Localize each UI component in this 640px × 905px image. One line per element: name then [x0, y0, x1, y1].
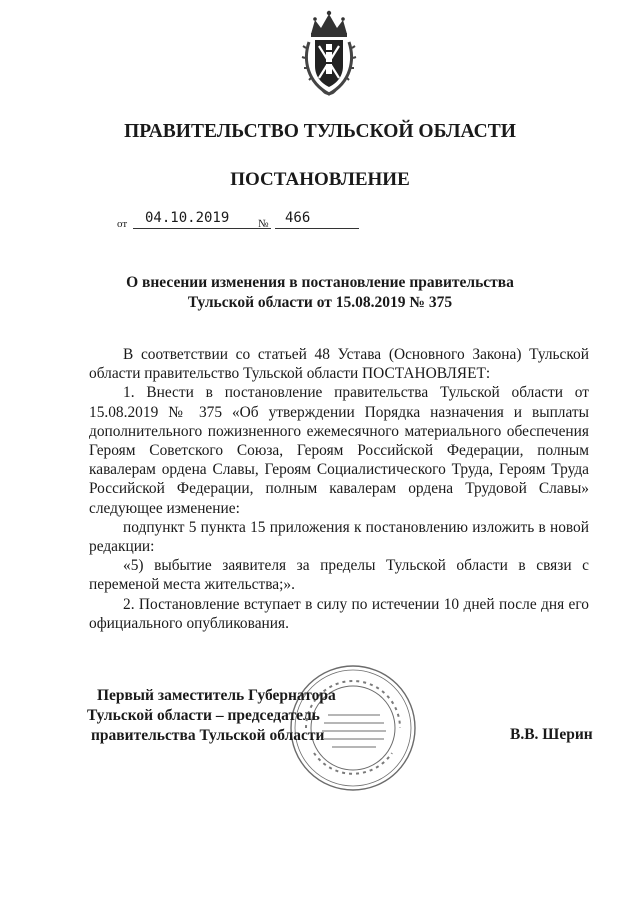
body-paragraph: «5) выбытие заявителя за пределы Тульской области в связи с переменой места жительства;». [89, 557, 589, 594]
document-number: 466 [285, 210, 311, 226]
body-paragraph: В соответствии со статьей 48 Устава (Основного Закона) Тульской области правительство Тульской области ПОСТАНОВЛЯЕТ: [89, 346, 589, 383]
position-line-2: Тульской области – председатель [87, 707, 320, 724]
organization-title: ПРАВИТЕЛЬСТВО ТУЛЬСКОЙ ОБЛАСТИ [124, 121, 516, 142]
number-label: № [258, 218, 269, 230]
body-paragraph: 1. Внести в постановление правительства Тульской области от 15.08.2019 № 375 «Об утверждении Порядка назначения и выплаты дополнительного пожизненного ежемесячного материального обеспечения Героям Советского Союза, Героям Российской Федерации, полным кавалерам ордена Славы, Героям Социалистического Труда, Героям Труда Российской Федерации, полным кавалерам ордена Трудовой Славы» следующее изменение: [89, 384, 589, 517]
signer-name: В.В. Шерин [510, 726, 593, 743]
subject-line-1: О внесении изменения в постановление правительства [126, 274, 514, 291]
position-line-1: Первый заместитель Губернатора [97, 687, 336, 704]
document-date: 04.10.2019 [145, 210, 230, 226]
document-type: ПОСТАНОВЛЕНИЕ [230, 169, 410, 190]
subject-line-2: Тульской области от 15.08.2019 № 375 [187, 294, 453, 311]
body-paragraph: 2. Постановление вступает в силу по истечении 10 дней после дня его официального опубликования. [89, 595, 589, 632]
document-body [89, 345, 589, 633]
date-underline [133, 228, 271, 229]
body-paragraph: подпункт 5 пункта 15 приложения к постановлению изложить в новой редакции: [89, 518, 589, 556]
date-label: от [117, 218, 128, 230]
document-subject [0, 273, 640, 313]
position-line-3: правительства Тульской области [91, 727, 325, 744]
number-underline [275, 228, 359, 229]
signatory-position [87, 686, 336, 746]
tula-coat-of-arms-icon [301, 8, 357, 100]
